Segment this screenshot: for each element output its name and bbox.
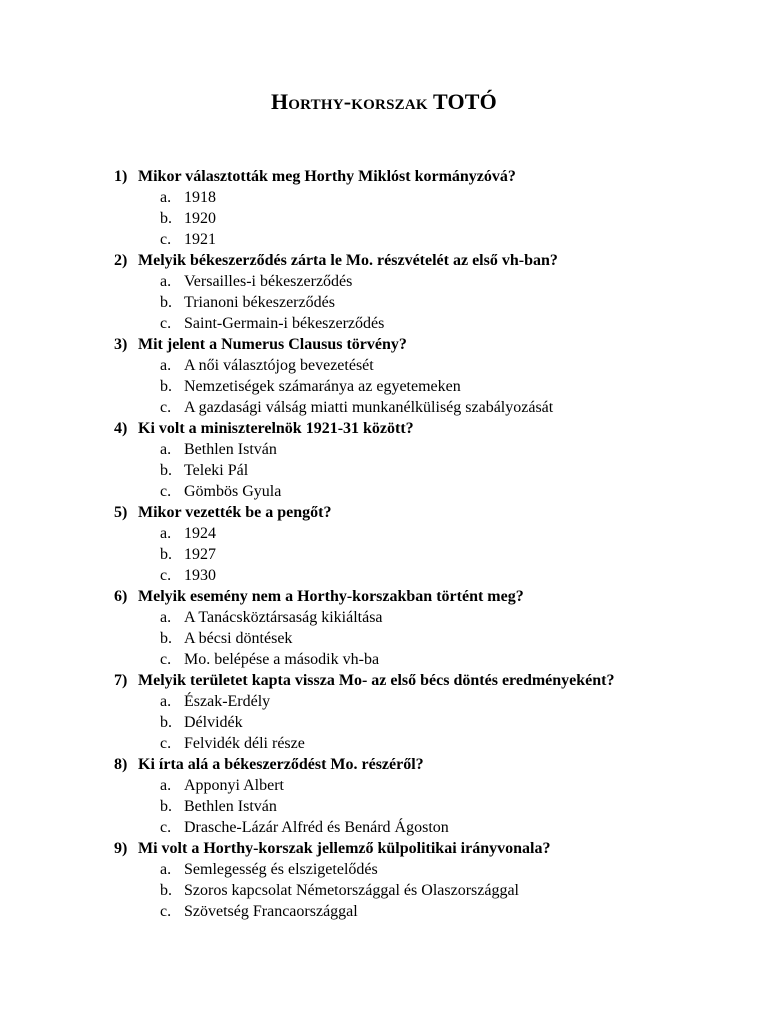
answer-text: Bethlen István xyxy=(184,798,277,815)
answer-letter: a. xyxy=(160,189,172,206)
answer-text: 1920 xyxy=(184,210,216,227)
question-text: Ki volt a miniszterelnök 1921-31 között? xyxy=(138,420,414,437)
answer-letter: c. xyxy=(160,819,172,836)
question-list xyxy=(114,166,754,922)
question-item xyxy=(114,334,754,355)
question-item xyxy=(114,502,754,523)
question-item xyxy=(114,670,754,691)
question-item xyxy=(114,166,754,187)
answer-option xyxy=(114,439,754,460)
answer-option xyxy=(114,187,754,208)
answer-text: Apponyi Albert xyxy=(184,777,284,794)
answer-option xyxy=(114,775,754,796)
answer-letter: c. xyxy=(160,231,172,248)
answer-letter: c. xyxy=(160,567,172,584)
question-item xyxy=(114,754,754,775)
answer-text: A bécsi döntések xyxy=(184,630,293,647)
question-number: 9) xyxy=(114,840,128,857)
answer-text: Gömbös Gyula xyxy=(184,483,282,500)
question-number: 8) xyxy=(114,756,128,773)
answer-option xyxy=(114,628,754,649)
answer-letter: b. xyxy=(160,210,172,227)
answer-option xyxy=(114,208,754,229)
answer-option xyxy=(114,733,754,754)
answer-text: 1924 xyxy=(184,525,216,542)
answer-text: Szoros kapcsolat Németországgal és Olaszországgal xyxy=(184,882,519,899)
question-item xyxy=(114,838,754,859)
answer-letter: a. xyxy=(160,273,172,290)
answer-text: 1930 xyxy=(184,567,216,584)
answer-text: Versailles-i békeszerződés xyxy=(184,273,353,290)
answer-option xyxy=(114,607,754,628)
answer-option xyxy=(114,817,754,838)
question-item xyxy=(114,586,754,607)
answer-option xyxy=(114,796,754,817)
answer-option xyxy=(114,712,754,733)
question-text: Mi volt a Horthy-korszak jellemző külpolitikai irányvonala? xyxy=(138,840,551,857)
answer-text: Saint-Germain-i békeszerződés xyxy=(184,315,385,332)
answer-letter: c. xyxy=(160,735,172,752)
answer-option xyxy=(114,523,754,544)
question-item xyxy=(114,418,754,439)
answer-option xyxy=(114,544,754,565)
answer-option xyxy=(114,292,754,313)
answer-letter: c. xyxy=(160,399,172,416)
answer-text: Drasche-Lázár Alfréd és Benárd Ágoston xyxy=(184,819,449,836)
answer-option xyxy=(114,859,754,880)
answer-option xyxy=(114,313,754,334)
question-number: 1) xyxy=(114,168,128,185)
answer-option xyxy=(114,460,754,481)
answer-option xyxy=(114,481,754,502)
answer-letter: b. xyxy=(160,882,172,899)
question-text: Melyik területet kapta vissza Mo- az első bécs döntés eredményeként? xyxy=(138,672,615,689)
answer-letter: a. xyxy=(160,693,172,710)
answer-letter: a. xyxy=(160,777,172,794)
answer-letter: b. xyxy=(160,462,172,479)
question-number: 2) xyxy=(114,252,128,269)
answer-letter: b. xyxy=(160,630,172,647)
answer-text: 1918 xyxy=(184,189,216,206)
answer-letter: b. xyxy=(160,546,172,563)
question-number: 6) xyxy=(114,588,128,605)
answer-text: Mo. belépése a második vh-ba xyxy=(184,651,380,668)
answer-option xyxy=(114,376,754,397)
answer-letter: a. xyxy=(160,525,172,542)
answer-letter: c. xyxy=(160,651,172,668)
answer-text: A női választójog bevezetését xyxy=(184,357,374,374)
question-number: 4) xyxy=(114,420,128,437)
question-text: Ki írta alá a békeszerződést Mo. részéről? xyxy=(138,756,424,773)
answer-text: 1927 xyxy=(184,546,216,563)
question-text: Mit jelent a Numerus Clausus törvény? xyxy=(138,336,407,353)
answer-text: Felvidék déli része xyxy=(184,735,305,752)
question-item xyxy=(114,250,754,271)
answer-text: A Tanácsköztársaság kikiáltása xyxy=(184,609,383,626)
question-number: 3) xyxy=(114,336,128,353)
answer-text: 1921 xyxy=(184,231,216,248)
answer-letter: a. xyxy=(160,357,172,374)
answer-letter: c. xyxy=(160,315,172,332)
page-title: Horthy-korszak TOTÓ xyxy=(270,89,497,114)
answer-letter: b. xyxy=(160,294,172,311)
answer-letter: a. xyxy=(160,861,172,878)
answer-letter: c. xyxy=(160,483,172,500)
answer-option xyxy=(114,880,754,901)
answer-letter: a. xyxy=(160,609,172,626)
answer-letter: b. xyxy=(160,378,172,395)
question-text: Mikor választották meg Horthy Miklóst kormányzóvá? xyxy=(138,168,516,185)
answer-letter: b. xyxy=(160,798,172,815)
answer-option xyxy=(114,397,754,418)
answer-option xyxy=(114,649,754,670)
answer-text: Bethlen István xyxy=(184,441,277,458)
answer-text: Teleki Pál xyxy=(184,462,249,479)
answer-option xyxy=(114,901,754,922)
answer-text: Nemzetiségek számaránya az egyetemeken xyxy=(184,378,461,395)
question-number: 7) xyxy=(114,672,128,689)
answer-text: Trianoni békeszerződés xyxy=(184,294,335,311)
answer-text: Szövetség Francaországgal xyxy=(184,903,358,920)
answer-option xyxy=(114,691,754,712)
answer-option xyxy=(114,229,754,250)
answer-option xyxy=(114,565,754,586)
answer-text: A gazdasági válság miatti munkanélküliség szabályozását xyxy=(184,399,554,416)
answer-text: Semlegesség és elszigetelődés xyxy=(184,861,378,878)
answer-option xyxy=(114,271,754,292)
question-text: Mikor vezették be a pengőt? xyxy=(138,504,332,521)
answer-letter: a. xyxy=(160,441,172,458)
answer-text: Délvidék xyxy=(184,714,243,731)
question-text: Melyik békeszerződés zárta le Mo. részvételét az első vh-ban? xyxy=(138,252,558,269)
answer-option xyxy=(114,355,754,376)
question-text: Melyik esemény nem a Horthy-korszakban történt meg? xyxy=(138,588,524,605)
question-number: 5) xyxy=(114,504,128,521)
answer-letter: b. xyxy=(160,714,172,731)
answer-text: Észak-Erdély xyxy=(184,693,271,710)
answer-letter: c. xyxy=(160,903,172,920)
